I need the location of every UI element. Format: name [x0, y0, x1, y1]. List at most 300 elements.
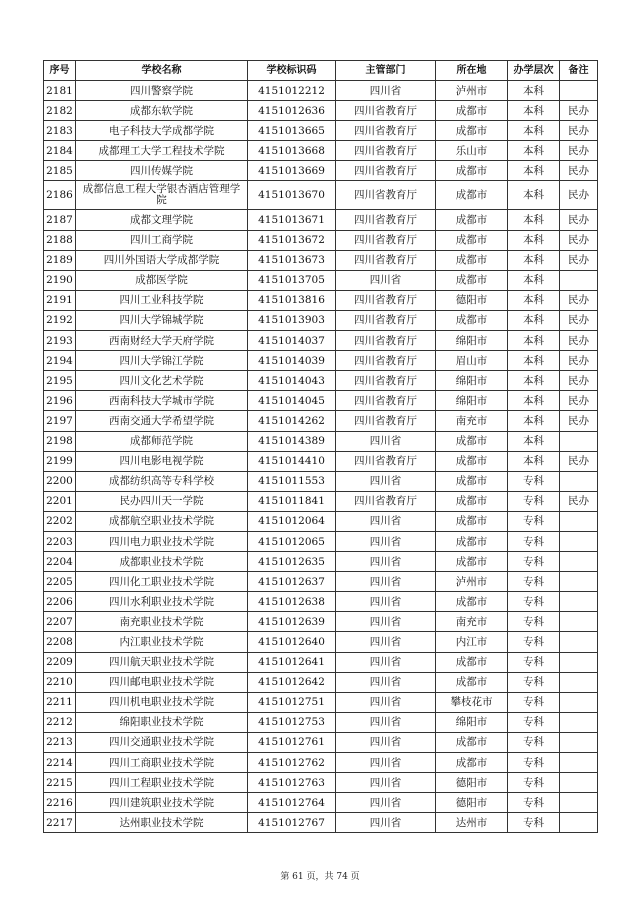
cell-authority: 四川省	[336, 592, 436, 612]
cell-index: 2181	[44, 81, 76, 101]
cell-remark	[560, 612, 598, 632]
cell-remark	[560, 753, 598, 773]
table-row	[44, 552, 598, 572]
cell-authority: 四川省	[336, 793, 436, 813]
school-table	[43, 60, 598, 833]
cell-school-code: 4151014037	[248, 331, 336, 351]
cell-index: 2208	[44, 632, 76, 652]
cell-authority: 四川省	[336, 81, 436, 101]
cell-school-code: 4151012636	[248, 101, 336, 121]
table-row	[44, 632, 598, 652]
cell-level: 专科	[508, 572, 560, 592]
cell-remark: 民办	[560, 411, 598, 431]
table-row	[44, 250, 598, 270]
cell-level: 本科	[508, 161, 560, 181]
cell-location: 攀枝花市	[436, 692, 508, 712]
cell-index: 2207	[44, 612, 76, 632]
cell-level: 本科	[508, 351, 560, 371]
cell-school-code: 4151014410	[248, 451, 336, 471]
cell-school-code: 4151011841	[248, 491, 336, 511]
cell-school-code: 4151012763	[248, 773, 336, 793]
table-row	[44, 161, 598, 181]
cell-authority: 四川省	[336, 813, 436, 833]
cell-remark	[560, 431, 598, 451]
table-row	[44, 431, 598, 451]
cell-location: 成都市	[436, 250, 508, 270]
cell-remark	[560, 793, 598, 813]
cell-location: 成都市	[436, 121, 508, 141]
cell-school-code: 4151012642	[248, 672, 336, 692]
cell-remark	[560, 592, 598, 612]
table-body	[44, 81, 598, 833]
cell-location: 成都市	[436, 753, 508, 773]
cell-authority: 四川省	[336, 732, 436, 752]
cell-location: 成都市	[436, 161, 508, 181]
cell-school-name: 南充职业技术学院	[76, 612, 248, 632]
cell-index: 2186	[44, 181, 76, 210]
cell-remark	[560, 732, 598, 752]
header-authority: 主管部门	[336, 61, 436, 81]
cell-school-name: 西南财经大学天府学院	[76, 331, 248, 351]
cell-school-name: 四川水利职业技术学院	[76, 592, 248, 612]
cell-level: 本科	[508, 81, 560, 101]
header-remark: 备注	[560, 61, 598, 81]
cell-authority: 四川省	[336, 652, 436, 672]
cell-level: 专科	[508, 732, 560, 752]
cell-school-code: 4151013673	[248, 250, 336, 270]
cell-level: 本科	[508, 431, 560, 451]
cell-school-code: 4151013705	[248, 270, 336, 290]
cell-school-code: 4151012751	[248, 692, 336, 712]
cell-level: 专科	[508, 491, 560, 511]
cell-level: 本科	[508, 210, 560, 230]
cell-level: 本科	[508, 141, 560, 161]
cell-level: 专科	[508, 773, 560, 793]
table-row	[44, 270, 598, 290]
table-row	[44, 290, 598, 310]
cell-school-code: 4151012753	[248, 712, 336, 732]
table-row	[44, 813, 598, 833]
cell-school-name: 成都纺织高等专科学校	[76, 471, 248, 491]
cell-index: 2215	[44, 773, 76, 793]
cell-location: 成都市	[436, 101, 508, 121]
table-header-row	[44, 61, 598, 81]
table-row	[44, 230, 598, 250]
cell-location: 成都市	[436, 230, 508, 250]
cell-location: 达州市	[436, 813, 508, 833]
cell-school-code: 4151013665	[248, 121, 336, 141]
cell-remark	[560, 712, 598, 732]
cell-remark: 民办	[560, 451, 598, 471]
cell-school-code: 4151014043	[248, 371, 336, 391]
cell-index: 2206	[44, 592, 76, 612]
cell-remark: 民办	[560, 101, 598, 121]
cell-school-code: 4151012761	[248, 732, 336, 752]
table-row	[44, 572, 598, 592]
cell-index: 2209	[44, 652, 76, 672]
cell-school-name: 四川大学锦城学院	[76, 310, 248, 330]
cell-remark	[560, 632, 598, 652]
cell-level: 专科	[508, 471, 560, 491]
cell-authority: 四川省教育厅	[336, 121, 436, 141]
cell-school-name: 四川建筑职业技术学院	[76, 793, 248, 813]
cell-location: 绵阳市	[436, 371, 508, 391]
cell-authority: 四川省教育厅	[336, 181, 436, 210]
cell-index: 2203	[44, 531, 76, 551]
cell-index: 2205	[44, 572, 76, 592]
cell-school-name: 成都医学院	[76, 270, 248, 290]
cell-location: 成都市	[436, 181, 508, 210]
cell-school-code: 4151014262	[248, 411, 336, 431]
cell-level: 本科	[508, 121, 560, 141]
cell-index: 2184	[44, 141, 76, 161]
cell-authority: 四川省	[336, 773, 436, 793]
cell-remark: 民办	[560, 161, 598, 181]
cell-authority: 四川省教育厅	[336, 391, 436, 411]
table-row	[44, 531, 598, 551]
cell-school-name: 成都理工大学工程技术学院	[76, 141, 248, 161]
cell-school-name: 绵阳职业技术学院	[76, 712, 248, 732]
cell-authority: 四川省	[336, 471, 436, 491]
cell-school-name: 四川邮电职业技术学院	[76, 672, 248, 692]
cell-location: 成都市	[436, 592, 508, 612]
cell-school-name: 四川工商职业技术学院	[76, 753, 248, 773]
cell-location: 德阳市	[436, 773, 508, 793]
cell-index: 2213	[44, 732, 76, 752]
cell-index: 2189	[44, 250, 76, 270]
cell-remark: 民办	[560, 181, 598, 210]
cell-authority: 四川省	[336, 692, 436, 712]
cell-index: 2187	[44, 210, 76, 230]
table-row	[44, 451, 598, 471]
cell-authority: 四川省	[336, 431, 436, 451]
cell-location: 成都市	[436, 210, 508, 230]
cell-remark	[560, 552, 598, 572]
cell-index: 2197	[44, 411, 76, 431]
cell-school-code: 4151013671	[248, 210, 336, 230]
cell-school-code: 4151012641	[248, 652, 336, 672]
header-level: 办学层次	[508, 61, 560, 81]
cell-index: 2198	[44, 431, 76, 451]
cell-school-code: 4151013668	[248, 141, 336, 161]
cell-school-name: 内江职业技术学院	[76, 632, 248, 652]
cell-school-code: 4151013903	[248, 310, 336, 330]
cell-school-code: 4151011553	[248, 471, 336, 491]
cell-location: 成都市	[436, 270, 508, 290]
table-row	[44, 793, 598, 813]
cell-school-name: 四川工程职业技术学院	[76, 773, 248, 793]
cell-remark: 民办	[560, 351, 598, 371]
cell-location: 内江市	[436, 632, 508, 652]
cell-school-code: 4151012767	[248, 813, 336, 833]
table-row	[44, 371, 598, 391]
cell-level: 专科	[508, 552, 560, 572]
cell-location: 成都市	[436, 552, 508, 572]
cell-level: 专科	[508, 511, 560, 531]
cell-level: 本科	[508, 371, 560, 391]
cell-remark	[560, 692, 598, 712]
cell-level: 专科	[508, 753, 560, 773]
table-row	[44, 101, 598, 121]
cell-index: 2194	[44, 351, 76, 371]
cell-school-name: 西南交通大学希望学院	[76, 411, 248, 431]
cell-location: 德阳市	[436, 793, 508, 813]
cell-school-name: 四川警察学院	[76, 81, 248, 101]
table-row	[44, 411, 598, 431]
cell-location: 德阳市	[436, 290, 508, 310]
cell-school-name: 四川交通职业技术学院	[76, 732, 248, 752]
cell-index: 2202	[44, 511, 76, 531]
cell-index: 2182	[44, 101, 76, 121]
cell-remark	[560, 652, 598, 672]
cell-level: 本科	[508, 250, 560, 270]
cell-school-code: 4151014389	[248, 431, 336, 451]
cell-level: 本科	[508, 181, 560, 210]
cell-school-name: 四川机电职业技术学院	[76, 692, 248, 712]
cell-remark: 民办	[560, 121, 598, 141]
cell-location: 眉山市	[436, 351, 508, 371]
cell-authority: 四川省	[336, 270, 436, 290]
cell-school-code: 4151012640	[248, 632, 336, 652]
cell-location: 成都市	[436, 652, 508, 672]
header-location: 所在地	[436, 61, 508, 81]
cell-index: 2183	[44, 121, 76, 141]
cell-index: 2193	[44, 331, 76, 351]
cell-school-code: 4151012635	[248, 552, 336, 572]
cell-index: 2185	[44, 161, 76, 181]
cell-authority: 四川省	[336, 672, 436, 692]
cell-remark: 民办	[560, 371, 598, 391]
page-footer: 第 61 页，共 74 页	[280, 872, 360, 882]
table-row	[44, 753, 598, 773]
cell-school-code: 4151012762	[248, 753, 336, 773]
cell-authority: 四川省教育厅	[336, 351, 436, 371]
cell-index: 2214	[44, 753, 76, 773]
cell-authority: 四川省教育厅	[336, 250, 436, 270]
cell-authority: 四川省教育厅	[336, 230, 436, 250]
table-row	[44, 310, 598, 330]
cell-level: 专科	[508, 712, 560, 732]
cell-level: 本科	[508, 451, 560, 471]
cell-level: 本科	[508, 411, 560, 431]
cell-location: 成都市	[436, 672, 508, 692]
cell-index: 2210	[44, 672, 76, 692]
cell-level: 专科	[508, 612, 560, 632]
cell-remark: 民办	[560, 290, 598, 310]
cell-school-code: 4151013816	[248, 290, 336, 310]
table-row	[44, 391, 598, 411]
cell-school-name: 民办四川天一学院	[76, 491, 248, 511]
cell-school-code: 4151014039	[248, 351, 336, 371]
cell-school-name: 四川化工职业技术学院	[76, 572, 248, 592]
cell-level: 专科	[508, 652, 560, 672]
cell-index: 2199	[44, 451, 76, 471]
cell-level: 本科	[508, 270, 560, 290]
cell-authority: 四川省	[336, 712, 436, 732]
table-row	[44, 712, 598, 732]
table-row	[44, 511, 598, 531]
table-row	[44, 612, 598, 632]
cell-location: 南充市	[436, 612, 508, 632]
table-row	[44, 491, 598, 511]
cell-school-name: 达州职业技术学院	[76, 813, 248, 833]
cell-remark	[560, 572, 598, 592]
cell-authority: 四川省	[336, 753, 436, 773]
cell-authority: 四川省	[336, 612, 436, 632]
cell-level: 本科	[508, 310, 560, 330]
cell-remark	[560, 81, 598, 101]
cell-authority: 四川省	[336, 632, 436, 652]
cell-level: 专科	[508, 793, 560, 813]
cell-authority: 四川省教育厅	[336, 141, 436, 161]
cell-school-code: 4151012065	[248, 531, 336, 551]
cell-school-code: 4151013670	[248, 181, 336, 210]
cell-level: 专科	[508, 531, 560, 551]
cell-authority: 四川省教育厅	[336, 331, 436, 351]
table-row	[44, 121, 598, 141]
cell-level: 本科	[508, 101, 560, 121]
cell-index: 2190	[44, 270, 76, 290]
cell-location: 成都市	[436, 511, 508, 531]
table-row	[44, 692, 598, 712]
cell-remark: 民办	[560, 250, 598, 270]
cell-location: 乐山市	[436, 141, 508, 161]
cell-remark	[560, 270, 598, 290]
table-row	[44, 592, 598, 612]
cell-authority: 四川省教育厅	[336, 491, 436, 511]
cell-location: 成都市	[436, 732, 508, 752]
cell-location: 成都市	[436, 531, 508, 551]
cell-location: 泸州市	[436, 81, 508, 101]
cell-school-name: 成都东软学院	[76, 101, 248, 121]
cell-school-code: 4151012764	[248, 793, 336, 813]
cell-remark	[560, 813, 598, 833]
cell-level: 专科	[508, 592, 560, 612]
cell-location: 成都市	[436, 431, 508, 451]
cell-school-name: 四川航天职业技术学院	[76, 652, 248, 672]
table-row	[44, 351, 598, 371]
cell-level: 专科	[508, 632, 560, 652]
cell-school-code: 4151012639	[248, 612, 336, 632]
cell-remark: 民办	[560, 310, 598, 330]
cell-school-name: 西南科技大学城市学院	[76, 391, 248, 411]
cell-index: 2192	[44, 310, 76, 330]
cell-index: 2201	[44, 491, 76, 511]
cell-school-code: 4151012638	[248, 592, 336, 612]
cell-remark: 民办	[560, 491, 598, 511]
cell-school-name: 成都文理学院	[76, 210, 248, 230]
cell-school-code: 4151012064	[248, 511, 336, 531]
cell-school-code: 4151014045	[248, 391, 336, 411]
cell-school-name: 成都航空职业技术学院	[76, 511, 248, 531]
cell-location: 成都市	[436, 471, 508, 491]
cell-remark: 民办	[560, 391, 598, 411]
cell-school-name: 四川传媒学院	[76, 161, 248, 181]
cell-index: 2212	[44, 712, 76, 732]
cell-school-name: 四川工商学院	[76, 230, 248, 250]
cell-school-code: 4151013669	[248, 161, 336, 181]
cell-authority: 四川省教育厅	[336, 101, 436, 121]
table-row	[44, 81, 598, 101]
cell-authority: 四川省	[336, 511, 436, 531]
cell-school-name: 四川电力职业技术学院	[76, 531, 248, 551]
cell-level: 专科	[508, 813, 560, 833]
cell-level: 本科	[508, 290, 560, 310]
table-row	[44, 210, 598, 230]
cell-level: 本科	[508, 230, 560, 250]
cell-authority: 四川省	[336, 552, 436, 572]
cell-index: 2196	[44, 391, 76, 411]
cell-school-code: 4151012637	[248, 572, 336, 592]
cell-authority: 四川省教育厅	[336, 290, 436, 310]
cell-index: 2188	[44, 230, 76, 250]
cell-level: 专科	[508, 692, 560, 712]
header-index: 序号	[44, 61, 76, 81]
cell-school-name: 成都信息工程大学银杏酒店管理学院	[76, 181, 248, 210]
cell-location: 成都市	[436, 491, 508, 511]
cell-index: 2200	[44, 471, 76, 491]
cell-authority: 四川省	[336, 531, 436, 551]
table-row	[44, 141, 598, 161]
table-row	[44, 773, 598, 793]
cell-index: 2217	[44, 813, 76, 833]
cell-index: 2216	[44, 793, 76, 813]
cell-index: 2204	[44, 552, 76, 572]
cell-remark: 民办	[560, 210, 598, 230]
cell-location: 成都市	[436, 310, 508, 330]
cell-authority: 四川省教育厅	[336, 161, 436, 181]
cell-school-name: 四川大学锦江学院	[76, 351, 248, 371]
cell-school-code: 4151013672	[248, 230, 336, 250]
cell-remark	[560, 773, 598, 793]
cell-remark	[560, 471, 598, 491]
cell-remark	[560, 672, 598, 692]
cell-index: 2211	[44, 692, 76, 712]
table-row	[44, 471, 598, 491]
cell-school-name: 四川工业科技学院	[76, 290, 248, 310]
cell-location: 南充市	[436, 411, 508, 431]
cell-remark: 民办	[560, 331, 598, 351]
cell-school-code: 4151012212	[248, 81, 336, 101]
header-school-name: 学校名称	[76, 61, 248, 81]
table-row	[44, 732, 598, 752]
cell-school-name: 四川外国语大学成都学院	[76, 250, 248, 270]
cell-authority: 四川省教育厅	[336, 411, 436, 431]
cell-school-name: 成都职业技术学院	[76, 552, 248, 572]
cell-location: 绵阳市	[436, 331, 508, 351]
cell-location: 绵阳市	[436, 712, 508, 732]
cell-index: 2191	[44, 290, 76, 310]
cell-authority: 四川省教育厅	[336, 210, 436, 230]
cell-location: 泸州市	[436, 572, 508, 592]
cell-level: 本科	[508, 331, 560, 351]
cell-index: 2195	[44, 371, 76, 391]
cell-school-name: 四川文化艺术学院	[76, 371, 248, 391]
cell-remark	[560, 511, 598, 531]
cell-remark: 民办	[560, 141, 598, 161]
table-row	[44, 672, 598, 692]
cell-authority: 四川省教育厅	[336, 451, 436, 471]
school-list-sheet	[43, 60, 597, 833]
table-row	[44, 181, 598, 210]
cell-remark	[560, 531, 598, 551]
cell-authority: 四川省教育厅	[336, 371, 436, 391]
table-row	[44, 331, 598, 351]
cell-authority: 四川省	[336, 572, 436, 592]
cell-level: 专科	[508, 672, 560, 692]
cell-level: 本科	[508, 391, 560, 411]
cell-authority: 四川省教育厅	[336, 310, 436, 330]
